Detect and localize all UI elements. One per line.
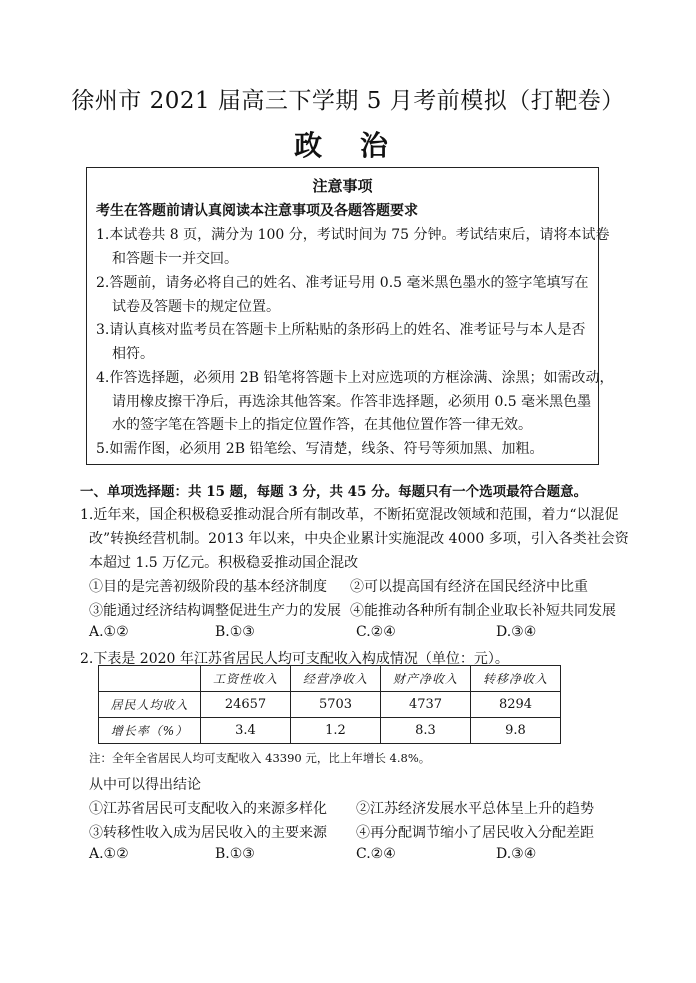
table-cell xyxy=(99,666,201,692)
notice-line: 和答题卡一并交回。 xyxy=(112,251,238,267)
q2-choice-c: C.②④ xyxy=(356,846,396,862)
q2-item: ④再分配调节缩小了居民收入分配差距 xyxy=(356,825,594,841)
table-cell: 3.4 xyxy=(201,718,291,744)
q2-choice-a: A.①② xyxy=(89,846,129,862)
notice-title: 注意事项 xyxy=(312,177,373,195)
q1-item: ②可以提高国有经济在国民经济中比重 xyxy=(350,579,588,595)
table-row-label: 居民人均收入 xyxy=(99,692,201,718)
q2-item: ②江苏经济发展水平总体呈上升的趋势 xyxy=(356,801,594,817)
q2-item: ③转移性收入成为居民收入的主要来源 xyxy=(89,825,327,841)
q1-choice-d: D.③④ xyxy=(496,624,537,640)
q1-choice-a: A.①② xyxy=(89,624,129,640)
table-header: 财产净收入 xyxy=(381,666,471,692)
notice-line: 5.如需作图，必须用 2B 铅笔绘、写清楚，线条、符号等须加黑、加粗。 xyxy=(96,441,544,457)
notice-subtitle: 考生在答题前请认真阅读本注意事项及各题答题要求 xyxy=(96,203,418,219)
table-cell: 8.3 xyxy=(381,718,471,744)
table-row xyxy=(99,718,561,744)
table-header: 转移净收入 xyxy=(471,666,561,692)
q2-choice-d: D.③④ xyxy=(496,846,537,862)
notice-line: 相符。 xyxy=(112,346,154,362)
table-cell: 24657 xyxy=(201,692,291,718)
notice-line: 水的签字笔在答题卡上的指定位置作答，在其他位置作答一律无效。 xyxy=(112,417,532,433)
q2-stem: 2.下表是 2020 年江苏省居民人均可支配收入构成情况（单位：元）。 xyxy=(80,651,509,667)
notice-line: 1.本试卷共 8 页，满分为 100 分，考试时间为 75 分钟。考试结束后，请将本试卷 xyxy=(96,227,610,243)
notice-line: 请用橡皮擦干净后，再选涂其他答案。作答非选择题，必须用 0.5 毫米黑色墨 xyxy=(112,394,592,410)
notice-box xyxy=(86,167,614,465)
table-row-label: 增长率（%） xyxy=(99,718,201,744)
q1-stem-line: 改”转换经营机制。2013 年以来，中央企业累计实施混改 4000 多项，引入各类社会资 xyxy=(89,531,629,547)
q1-item: ①目的是完善初级阶段的基本经济制度 xyxy=(89,579,327,595)
table-row xyxy=(99,666,561,692)
notice-line: 3.请认真核对监考员在答题卡上所粘贴的条形码上的姓名、准考证号与本人是否 xyxy=(96,322,586,338)
q2-lead: 从中可以得出结论 xyxy=(89,777,201,793)
table-header: 工资性收入 xyxy=(201,666,291,692)
notice-line: 2.答题前，请务必将自己的姓名、准考证号用 0.5 毫米黑色墨水的签字笔填写在 xyxy=(96,275,589,291)
subject-title: 政 治 xyxy=(294,129,402,162)
table-row xyxy=(99,692,561,718)
table-cell: 9.8 xyxy=(471,718,561,744)
q1-item: ④能推动各种所有制企业取长补短共同发展 xyxy=(350,603,616,619)
q1-stem-line: 本超过 1.5 万亿元。积极稳妥推动国企混改 xyxy=(89,555,359,571)
q2-item: ①江苏省居民可支配收入的来源多样化 xyxy=(89,801,327,817)
notice-line: 4.作答选择题，必须用 2B 铅笔将答题卡上对应选项的方框涂满、涂黑；如需改动， xyxy=(96,370,614,386)
table-cell: 4737 xyxy=(381,692,471,718)
notice-line: 试卷及答题卡的规定位置。 xyxy=(112,299,280,315)
q1-stem-line: 1.近年来，国企积极稳妥推动混合所有制改革，不断拓宽混改领域和范围，着力“以混促 xyxy=(80,507,619,523)
table-cell: 1.2 xyxy=(291,718,381,744)
table-cell: 8294 xyxy=(471,692,561,718)
q2-choice-b: B.①③ xyxy=(215,846,255,862)
q1-choice-c: C.②④ xyxy=(356,624,396,640)
q1-choice-b: B.①③ xyxy=(215,624,255,640)
section-heading: 一、单项选择题：共 15 题，每题 3 分，共 45 分。每题只有一个选项最符合题意。 xyxy=(80,484,588,500)
table-header: 经营净收入 xyxy=(291,666,381,692)
q1-item: ③能通过经济结构调整促进生产力的发展 xyxy=(89,603,341,619)
table-cell: 5703 xyxy=(291,692,381,718)
table-note: 注：全年全省居民人均可支配收入 43390 元，比上年增长 4.8%。 xyxy=(89,751,431,765)
income-table xyxy=(98,665,561,744)
exam-title: 徐州市 2021 届高三下学期 5 月考前模拟（打靶卷） xyxy=(71,88,625,114)
